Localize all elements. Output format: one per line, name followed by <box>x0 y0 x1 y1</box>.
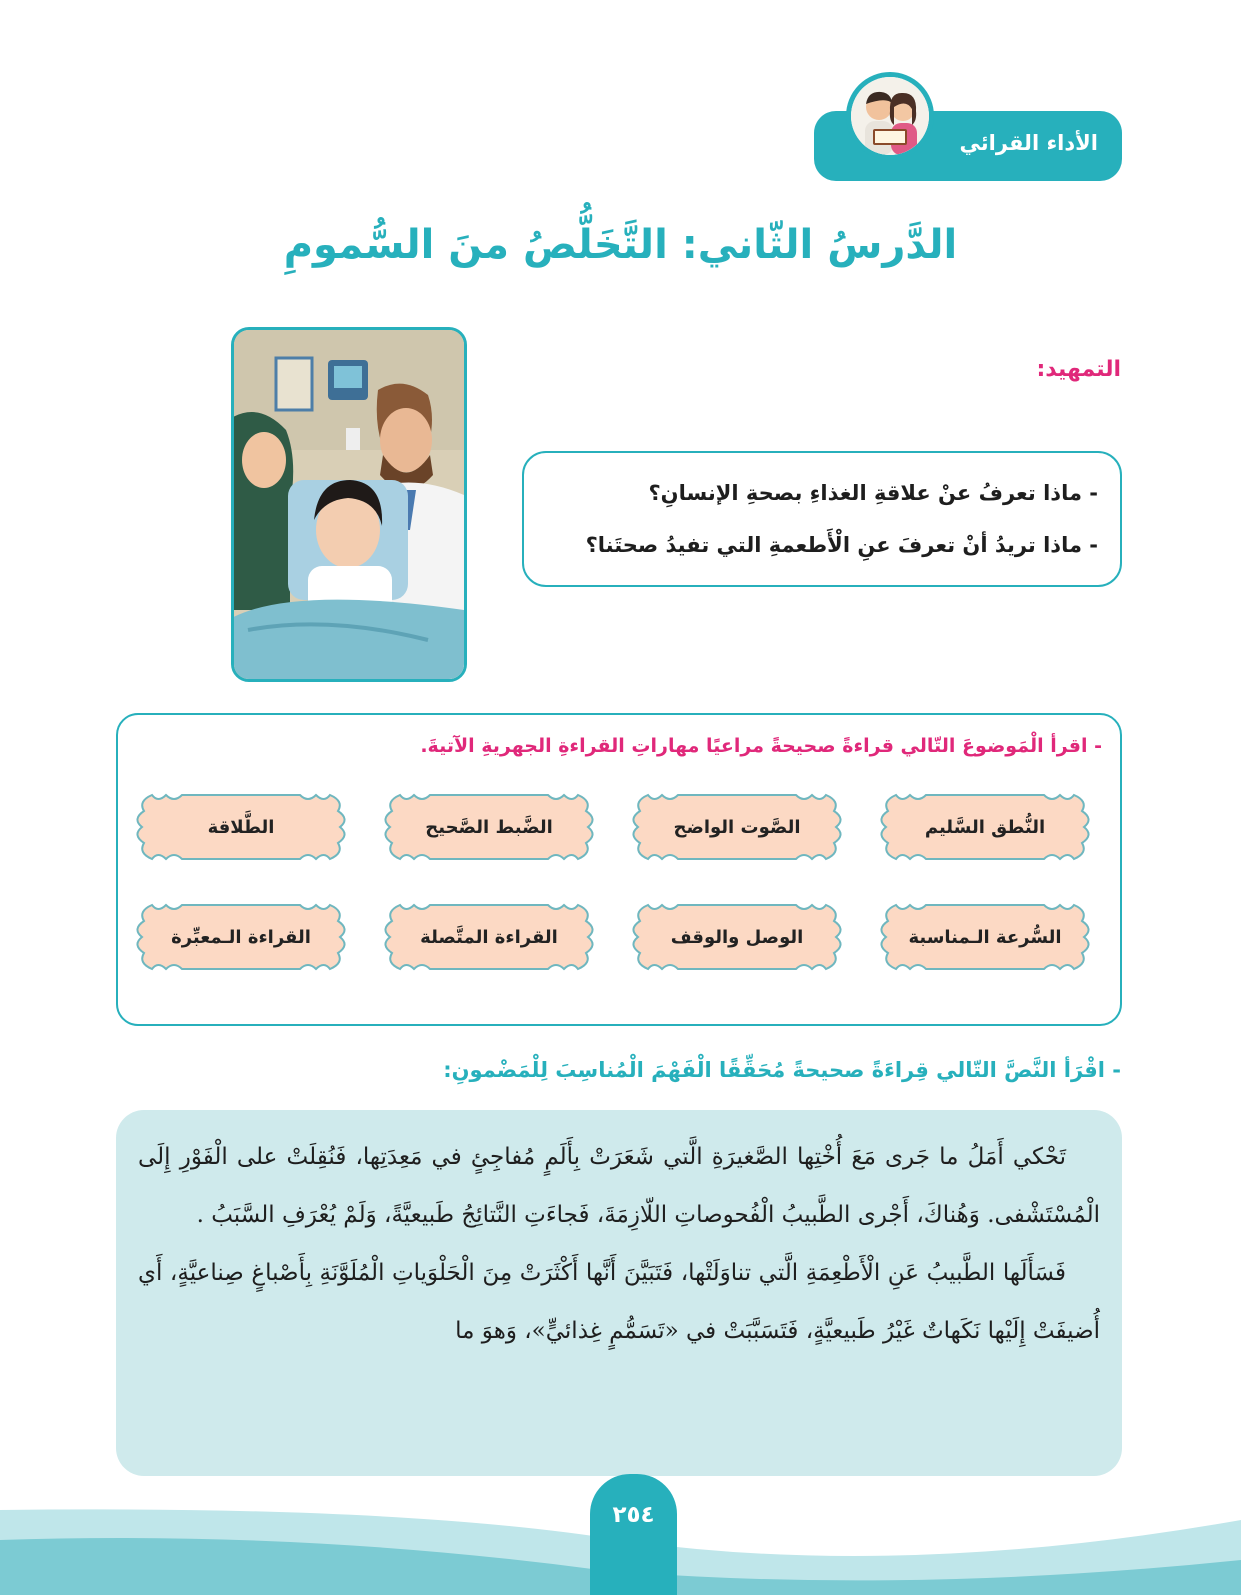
lesson-title: الدَّرسُ الثّاني: التَّخَلُّصُ منَ السُّمومِ <box>283 222 958 268</box>
reading-passage <box>116 1110 1122 1476</box>
skill-label: القراءة الـمعبِّرة <box>171 926 311 948</box>
skill-label: السُّرعة الـمناسبة <box>908 926 1062 948</box>
question-1: - ماذا تعرفُ عنْ علاقةِ الغذاءِ بصحةِ الإنسانِ؟ <box>648 481 1098 505</box>
passage-paragraph: فَسَأَلَها الطَّبيبُ عَنِ الْأَطْعِمَةِ الَّتي تناوَلَتْها، فَتَبَيَّنَ أَنَّها أَكْثَرَتْ مِنَ الْحَلْوَياتِ الْمُلَوَّنَةِ بِأَصْباغٍ صِناعيَّةٍ، أَي أُضيفَتْ إِلَيْها نَكَهاتٌ غَيْرُ طَبيعيَّةٍ، فَتَسَبَّبَتْ في «تَسَمُّمٍ غِذائيٍّ»، وَهوَ ما <box>138 1260 1100 1344</box>
skill-chip <box>378 901 600 973</box>
skill-chip <box>874 791 1096 863</box>
section-label: الأداء القرائي <box>959 131 1098 155</box>
text-instruction: - اقْرَأ النَّصَّ التّالي قِراءَةً صحيحةً مُحَقِّقًا الْفَهْمَ الْمُناسِبَ لِلْمَضْمونِ: <box>443 1058 1121 1082</box>
warmup-questions-box <box>522 451 1122 587</box>
passage-paragraph: تَحْكي أَمَلُ ما جَرى مَعَ أُخْتِها الصَّغيرَةِ الَّتي شَعَرَتْ بِأَلَمٍ مُفاجِئٍ في مَعِدَتِها، فَنُقِلَتْ على الْفَوْرِ إِلَى الْمُسْتَشْفى. وَهُناكَ، أَجْرى الطَّبيبُ الْفُحوصاتِ اللّازِمَةَ، فَجاءَتِ النَّتائِجُ طَبيعيَّةً، وَلَمْ يُعْرَفِ السَّبَبُ . <box>138 1144 1100 1228</box>
question-2: - ماذا تريدُ أنْ تعرفَ عنِ الْأَطعمةِ التي تفيدُ صحتَنا؟ <box>585 533 1098 557</box>
skill-label: الصَّوت الواضح <box>673 816 801 838</box>
skill-label: القراءة المتَّصلة <box>420 926 558 948</box>
skill-label: الضَّبط الصَّحيح <box>425 816 553 838</box>
skill-chip <box>874 901 1096 973</box>
page-number: ٢٥٤ <box>590 1474 677 1595</box>
skill-chip <box>378 791 600 863</box>
hospital-illustration <box>231 327 467 682</box>
reading-skills-box <box>116 713 1122 1026</box>
skill-label: الوصل والوقف <box>670 926 804 948</box>
children-reading-icon <box>846 72 934 160</box>
skills-instruction: - اقرأ الْمَوضوعَ التّالي قراءةً صحيحةً مراعيًا مهاراتِ القراءةِ الجهريةِ الآتيةَ. <box>420 735 1102 757</box>
intro-label: التمهيد: <box>1036 357 1121 382</box>
skill-chip <box>626 791 848 863</box>
skill-chip <box>130 901 352 973</box>
skill-label: النُّطق السَّليم <box>924 816 1046 838</box>
skill-label: الطَّلاقة <box>207 816 275 838</box>
skill-chip <box>130 791 352 863</box>
skill-chip <box>626 901 848 973</box>
